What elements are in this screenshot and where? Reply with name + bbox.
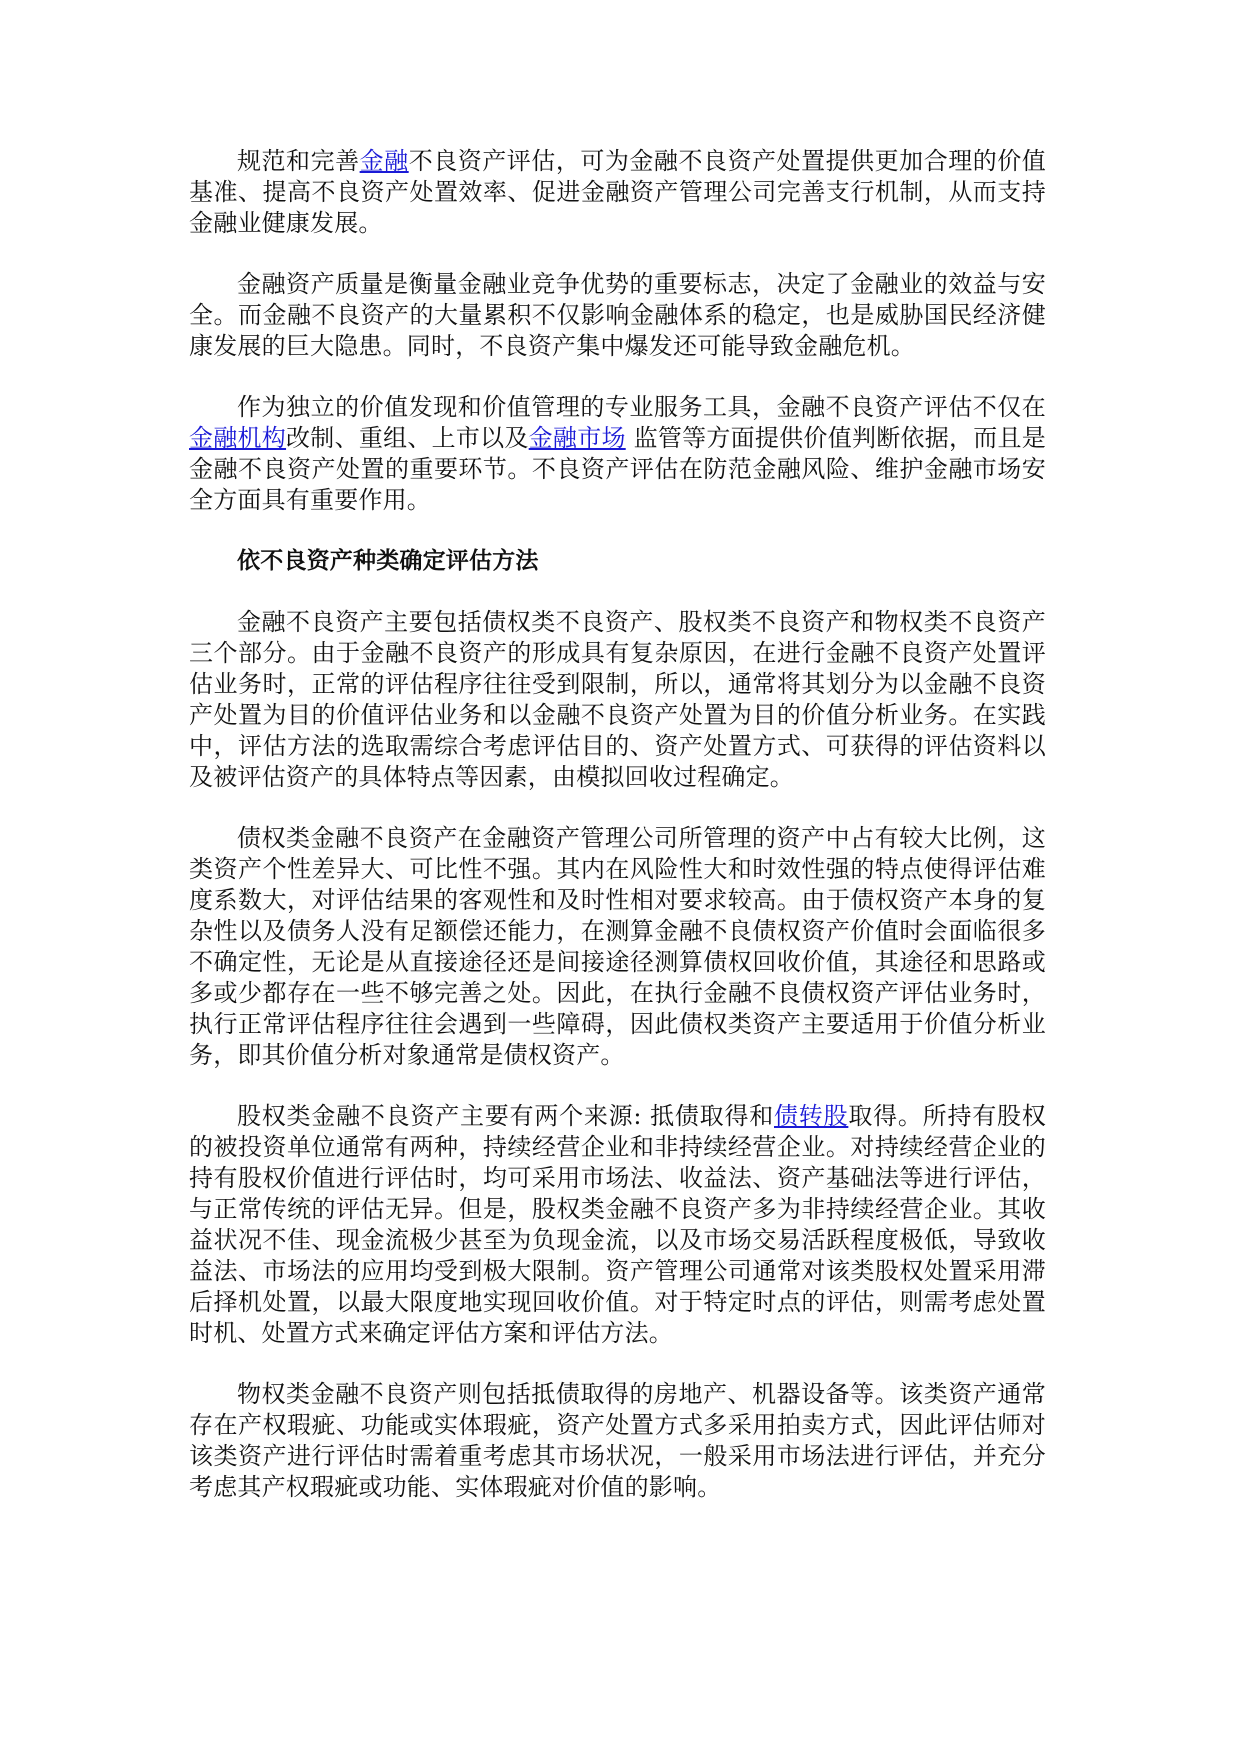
paragraph-valuation-tool: [189, 392, 1046, 516]
paragraph-equity-assets: [189, 1101, 1046, 1349]
link-debt-to-equity[interactable]: 债转股: [774, 1102, 849, 1130]
heading-text: 依不良资产种类确定评估方法: [237, 548, 539, 574]
text-segment: 不良资产评估，可为金融不良资产处置提供更加合理的价值基准、提高不良资产处置效率、促进金融资产管理公司完善支行机制，从而支持金融业健康发展。: [189, 147, 1047, 237]
section-heading: [189, 546, 1046, 577]
paragraph-asset-quality: [189, 269, 1046, 362]
text-segment: 金融不良资产主要包括债权类不良资产、股权类不良资产和物权类不良资产三个部分。由于金融不良资产的形成具有复杂原因，在进行金融不良资产处置评估业务时，正常的评估程序往往受到限制，所以，通常将其划分为以金融不良资产处置为目的价值评估业务和以金融不良资产处置为目的价值分析业务。在实践中，评估方法的选取需综合考虑评估目的、资产处置方式、可获得的评估资料以及被评估资产的具体特点等因素，由模拟回收过程确定。: [189, 608, 1046, 791]
text-segment: 金融资产质量是衡量金融业竞争优势的重要标志，决定了金融业的效益与安全。而金融不良资产的大量累积不仅影响金融体系的稳定，也是威胁国民经济健康发展的巨大隐患。同时，不良资产集中爆发还可能导致金融危机。: [189, 270, 1046, 360]
text-segment: 监管等方面提供价值判断依据，而且是金融不良资产处置的重要环节。不良资产评估在防范金融风险、维护金融市场安全方面具有重要作用。: [189, 424, 1046, 514]
text-segment: 规范和完善: [237, 147, 360, 175]
paragraph-intro: [189, 146, 1046, 239]
text-segment: 改制、重组、上市以及: [286, 424, 529, 452]
document-page: [189, 146, 1046, 1533]
paragraph-asset-categories: [189, 607, 1046, 793]
link-financial-market[interactable]: 金融市场: [528, 424, 626, 452]
paragraph-property-assets: [189, 1379, 1046, 1503]
text-segment: 取得。所持有股权的被投资单位通常有两种，持续经营企业和非持续经营企业。对持续经营企业的持有股权价值进行评估时，均可采用市场法、收益法、资产基础法等进行评估，与正常传统的评估无异。但是，股权类金融不良资产多为非持续经营企业。其收益状况不佳、现金流极少甚至为负现金流，以及市场交易活跃程度极低，导致收益法、市场法的应用均受到极大限制。资产管理公司通常对该类股权处置采用滞后择机处置，以最大限度地实现回收价值。对于特定时点的评估，则需考虑处置时机、处置方式来确定评估方案和评估方法。: [189, 1102, 1046, 1347]
text-segment: 股权类金融不良资产主要有两个来源: 抵债取得和: [237, 1102, 774, 1130]
text-segment: 债权类金融不良资产在金融资产管理公司所管理的资产中占有较大比例，这类资产个性差异大、可比性不强。其内在风险性大和时效性强的特点使得评估难度系数大，对评估结果的客观性和及时性相对要求较高。由于债权资产本身的复杂性以及债务人没有足额偿还能力，在测算金融不良债权资产价值时会面临很多不确定性，无论是从直接途径还是间接途径测算债权回收价值，其途径和思路或多或少都存在一些不够完善之处。因此，在执行金融不良债权资产评估业务时，执行正常评估程序往往会遇到一些障碍，因此债权类资产主要适用于价值分析业务，即其价值分析对象通常是债权资产。: [189, 824, 1046, 1069]
text-segment: 作为独立的价值发现和价值管理的专业服务工具，金融不良资产评估不仅在: [237, 393, 1046, 421]
link-finance[interactable]: 金融: [359, 147, 409, 175]
paragraph-debt-assets: [189, 823, 1046, 1071]
text-segment: 物权类金融不良资产则包括抵债取得的房地产、机器设备等。该类资产通常存在产权瑕疵、功能或实体瑕疵，资产处置方式多采用拍卖方式，因此评估师对该类资产进行评估时需着重考虑其市场状况，一般采用市场法进行评估，并充分考虑其产权瑕疵或功能、实体瑕疵对价值的影响。: [189, 1380, 1046, 1501]
link-financial-institutions[interactable]: 金融机构: [189, 424, 287, 452]
